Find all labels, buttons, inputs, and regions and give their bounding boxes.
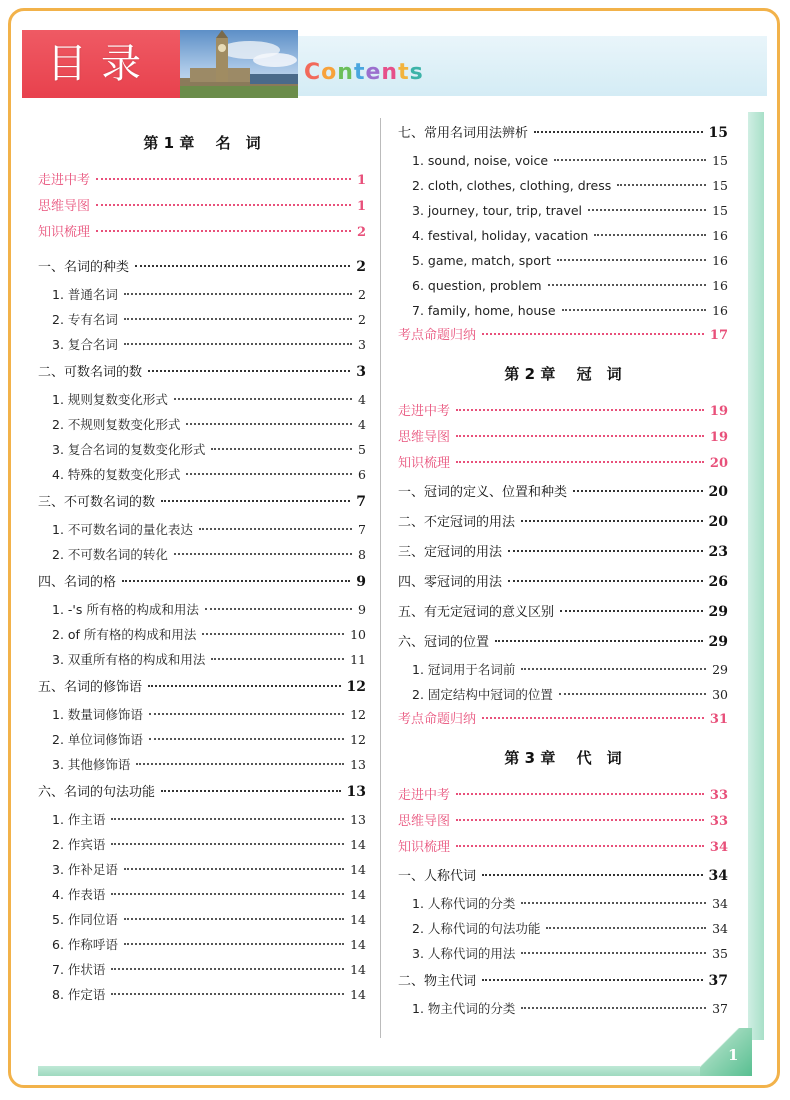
toc-label: 二、可数名词的数 bbox=[38, 365, 143, 380]
header-title-cn: 目录 bbox=[47, 41, 155, 87]
chapter-prefix: 第 bbox=[504, 749, 520, 767]
toc-label: 走进中考 bbox=[38, 173, 91, 188]
toc-page: 33 bbox=[709, 814, 728, 829]
toc-label: 7. 作状语 bbox=[52, 962, 106, 977]
page-number: 1 bbox=[728, 1046, 739, 1064]
toc-page: 14 bbox=[350, 987, 366, 1002]
toc-subentry[interactable] bbox=[38, 982, 366, 1007]
toc-label: 6. question, problem bbox=[412, 278, 542, 293]
leader-dots bbox=[559, 693, 706, 695]
toc-section[interactable] bbox=[398, 537, 728, 567]
toc-subentry[interactable] bbox=[38, 727, 366, 752]
toc-page: 29 bbox=[712, 662, 728, 677]
leader-dots bbox=[161, 790, 341, 792]
toc-right-column bbox=[398, 118, 728, 1021]
leader-dots bbox=[456, 793, 704, 795]
toc-page: 2 bbox=[356, 225, 366, 240]
toc-label: 走进中考 bbox=[398, 788, 451, 803]
toc-subentry[interactable] bbox=[398, 891, 728, 916]
leader-dots bbox=[124, 918, 344, 920]
toc-subentry[interactable] bbox=[38, 752, 366, 777]
leader-dots bbox=[508, 580, 703, 582]
page-corner-tab bbox=[700, 1028, 752, 1076]
toc-subentry[interactable] bbox=[38, 907, 366, 932]
toc-entry-intro[interactable] bbox=[398, 809, 728, 835]
leader-dots bbox=[456, 819, 704, 821]
leader-dots bbox=[521, 1007, 706, 1009]
toc-page: 16 bbox=[712, 253, 728, 268]
toc-section[interactable] bbox=[38, 567, 366, 597]
leader-dots bbox=[124, 318, 352, 320]
toc-page: 1 bbox=[356, 173, 366, 188]
leader-dots bbox=[122, 580, 350, 582]
toc-entry-intro[interactable] bbox=[38, 220, 366, 246]
leader-dots bbox=[148, 370, 350, 372]
toc-page: 29 bbox=[708, 604, 728, 620]
leader-dots bbox=[456, 435, 704, 437]
toc-section[interactable] bbox=[38, 487, 366, 517]
leader-dots bbox=[148, 685, 341, 687]
toc-label: 4. festival, holiday, vacation bbox=[412, 228, 589, 243]
leader-dots bbox=[111, 993, 344, 995]
toc-label: 2. 不规则复数变化形式 bbox=[52, 417, 181, 432]
big-ben-photo bbox=[180, 30, 298, 98]
toc-page: 16 bbox=[712, 228, 728, 243]
toc-page: 13 bbox=[350, 757, 366, 772]
toc-page: 16 bbox=[712, 303, 728, 318]
leader-dots bbox=[456, 461, 704, 463]
toc-label: 1. 作主语 bbox=[52, 812, 106, 827]
toc-label: 考点命题归纳 bbox=[398, 712, 477, 727]
toc-label: 1. 规则复数变化形式 bbox=[52, 392, 168, 407]
toc-label: 5. game, match, sport bbox=[412, 253, 551, 268]
toc-subentry[interactable] bbox=[38, 807, 366, 832]
toc-label: 1. 冠词用于名词前 bbox=[412, 662, 516, 677]
toc-label: 1. -'s 所有格的构成和用法 bbox=[52, 602, 199, 617]
chapter-heading bbox=[398, 733, 728, 783]
toc-page: 14 bbox=[350, 962, 366, 977]
toc-entry-intro[interactable] bbox=[398, 835, 728, 861]
toc-section[interactable] bbox=[398, 507, 728, 537]
toc-subentry[interactable] bbox=[38, 412, 366, 437]
toc-label: 思维导图 bbox=[398, 430, 451, 445]
toc-page: 9 bbox=[358, 602, 366, 617]
chapter-suffix: 章 bbox=[540, 365, 556, 383]
toc-entry-summary[interactable] bbox=[398, 323, 728, 349]
toc-page: 33 bbox=[709, 788, 728, 803]
toc-page: 14 bbox=[350, 887, 366, 902]
toc-page: 3 bbox=[356, 364, 366, 380]
toc-page: 37 bbox=[708, 973, 728, 989]
toc-page: 17 bbox=[709, 328, 728, 343]
chapter-title: 名 词 bbox=[215, 134, 261, 152]
toc-page: 2 bbox=[358, 312, 366, 327]
toc-page: 5 bbox=[358, 442, 366, 457]
toc-section[interactable] bbox=[398, 861, 728, 891]
toc-section[interactable] bbox=[38, 252, 366, 282]
toc-page: 2 bbox=[356, 259, 366, 275]
toc-page: 34 bbox=[709, 840, 728, 855]
leader-dots bbox=[96, 178, 351, 180]
toc-page: 12 bbox=[350, 707, 366, 722]
toc-page: 12 bbox=[350, 732, 366, 747]
leader-dots bbox=[174, 398, 352, 400]
toc-page: 30 bbox=[712, 687, 728, 702]
leader-dots bbox=[211, 658, 344, 660]
toc-subentry[interactable] bbox=[38, 932, 366, 957]
leader-dots bbox=[199, 528, 352, 530]
toc-entry-intro[interactable] bbox=[398, 399, 728, 425]
toc-page: 15 bbox=[712, 203, 728, 218]
toc-page: 14 bbox=[350, 862, 366, 877]
leader-dots bbox=[521, 952, 706, 954]
toc-label: 8. 作定语 bbox=[52, 987, 106, 1002]
toc-label: 六、名词的句法功能 bbox=[38, 785, 156, 800]
toc-page: 15 bbox=[712, 153, 728, 168]
toc-page: 4 bbox=[358, 392, 366, 407]
toc-page: 34 bbox=[712, 896, 728, 911]
toc-subentry[interactable] bbox=[38, 597, 366, 622]
chapter-number: 3 bbox=[524, 749, 536, 767]
leader-dots bbox=[186, 473, 352, 475]
toc-left-column bbox=[38, 118, 366, 1007]
toc-label: 1. 普通名词 bbox=[52, 287, 118, 302]
toc-page: 14 bbox=[350, 937, 366, 952]
leader-dots bbox=[588, 209, 706, 211]
contents-letter: C bbox=[304, 60, 322, 85]
toc-page: 15 bbox=[708, 125, 728, 141]
toc-label: 思维导图 bbox=[398, 814, 451, 829]
toc-page: 11 bbox=[350, 652, 366, 667]
chapter-number: 2 bbox=[524, 365, 536, 383]
chapter-heading bbox=[398, 349, 728, 399]
toc-label: 知识梳理 bbox=[398, 840, 451, 855]
toc-page: 1 bbox=[356, 199, 366, 214]
toc-page: 4 bbox=[358, 417, 366, 432]
leader-dots bbox=[594, 234, 706, 236]
right-decor-stripe bbox=[748, 112, 764, 1040]
leader-dots bbox=[161, 500, 350, 502]
toc-label: 2. 不可数名词的转化 bbox=[52, 547, 168, 562]
toc-page: 29 bbox=[708, 634, 728, 650]
toc-subentry[interactable] bbox=[398, 941, 728, 966]
leader-dots bbox=[508, 550, 703, 552]
toc-page: 15 bbox=[712, 178, 728, 193]
chapter-prefix: 第 bbox=[143, 134, 159, 152]
toc-section[interactable] bbox=[398, 966, 728, 996]
toc-page: 7 bbox=[356, 494, 366, 510]
leader-dots bbox=[111, 843, 344, 845]
leader-dots bbox=[136, 763, 344, 765]
toc-label: 四、零冠词的用法 bbox=[398, 575, 503, 590]
toc-label: 六、冠词的位置 bbox=[398, 635, 490, 650]
toc-section[interactable] bbox=[398, 118, 728, 148]
toc-subentry[interactable] bbox=[398, 996, 728, 1021]
toc-subentry[interactable] bbox=[398, 298, 728, 323]
toc-subentry[interactable] bbox=[38, 462, 366, 487]
contents-letter: o bbox=[321, 60, 338, 85]
column-divider bbox=[380, 118, 381, 1038]
toc-subentry[interactable] bbox=[398, 916, 728, 941]
toc-page: 20 bbox=[708, 514, 728, 530]
toc-label: 思维导图 bbox=[38, 199, 91, 214]
toc-label: 考点命题归纳 bbox=[398, 328, 477, 343]
toc-subentry[interactable] bbox=[38, 882, 366, 907]
toc-label: 5. 作同位语 bbox=[52, 912, 118, 927]
leader-dots bbox=[111, 818, 344, 820]
toc-label: 3. 人称代词的用法 bbox=[412, 946, 516, 961]
toc-label: 二、不定冠词的用法 bbox=[398, 515, 516, 530]
toc-label: 一、冠词的定义、位置和种类 bbox=[398, 485, 568, 500]
toc-subentry[interactable] bbox=[398, 223, 728, 248]
toc-subentry[interactable] bbox=[398, 148, 728, 173]
toc-section[interactable] bbox=[38, 357, 366, 387]
toc-label: 1. 不可数名词的量化表达 bbox=[52, 522, 193, 537]
contents-letter: n bbox=[381, 60, 399, 85]
leader-dots bbox=[456, 409, 704, 411]
toc-label: 五、有无定冠词的意义区别 bbox=[398, 605, 555, 620]
leader-dots bbox=[149, 738, 344, 740]
toc-label: 四、名词的格 bbox=[38, 575, 117, 590]
contents-wordmark bbox=[304, 60, 424, 85]
toc-page: 6 bbox=[358, 467, 366, 482]
leader-dots bbox=[174, 553, 352, 555]
toc-subentry[interactable] bbox=[38, 517, 366, 542]
toc-subentry[interactable] bbox=[398, 682, 728, 707]
toc-page: 14 bbox=[350, 837, 366, 852]
leader-dots bbox=[149, 713, 344, 715]
leader-dots bbox=[135, 265, 350, 267]
leader-dots bbox=[482, 333, 704, 335]
toc-label: 2. of 所有格的构成和用法 bbox=[52, 627, 197, 642]
toc-label: 知识梳理 bbox=[38, 225, 91, 240]
toc-entry-intro[interactable] bbox=[398, 425, 728, 451]
leader-dots bbox=[456, 845, 704, 847]
leader-dots bbox=[96, 204, 351, 206]
toc-page: 14 bbox=[350, 912, 366, 927]
leader-dots bbox=[482, 979, 703, 981]
leader-dots bbox=[482, 874, 703, 876]
toc-page: 7 bbox=[358, 522, 366, 537]
toc-label: 3. journey, tour, trip, travel bbox=[412, 203, 583, 218]
chapter-heading bbox=[38, 118, 366, 168]
chapter-suffix: 章 bbox=[540, 749, 556, 767]
leader-dots bbox=[96, 230, 351, 232]
leader-dots bbox=[124, 943, 344, 945]
toc-subentry[interactable] bbox=[38, 832, 366, 857]
leader-dots bbox=[111, 968, 344, 970]
leader-dots bbox=[562, 309, 707, 311]
leader-dots bbox=[186, 423, 352, 425]
chapter-number: 1 bbox=[163, 134, 175, 152]
toc-section[interactable] bbox=[398, 567, 728, 597]
toc-subentry[interactable] bbox=[38, 957, 366, 982]
toc-page: 3 bbox=[358, 337, 366, 352]
toc-label: 2. 固定结构中冠词的位置 bbox=[412, 687, 553, 702]
toc-label: 1. sound, noise, voice bbox=[412, 153, 549, 168]
leader-dots bbox=[573, 490, 703, 492]
leader-dots bbox=[495, 640, 703, 642]
contents-letter: t bbox=[353, 60, 366, 85]
toc-page: 10 bbox=[350, 627, 366, 642]
toc-label: 三、不可数名词的数 bbox=[38, 495, 156, 510]
leader-dots bbox=[617, 184, 706, 186]
toc-label: 七、常用名词用法辨析 bbox=[398, 126, 529, 141]
toc-subentry[interactable] bbox=[38, 647, 366, 672]
toc-subentry[interactable] bbox=[398, 273, 728, 298]
toc-subentry[interactable] bbox=[398, 173, 728, 198]
leader-dots bbox=[205, 608, 352, 610]
toc-section[interactable] bbox=[398, 627, 728, 657]
chapter-title: 冠 词 bbox=[576, 365, 622, 383]
chapter-prefix: 第 bbox=[504, 365, 520, 383]
chapter-suffix: 章 bbox=[179, 134, 195, 152]
toc-label: 1. 数量词修饰语 bbox=[52, 707, 143, 722]
leader-dots bbox=[521, 902, 706, 904]
contents-letter: e bbox=[365, 60, 382, 85]
toc-subentry[interactable] bbox=[38, 857, 366, 882]
leader-dots bbox=[482, 717, 704, 719]
leader-dots bbox=[521, 668, 706, 670]
toc-page: 19 bbox=[709, 430, 728, 445]
toc-page: 16 bbox=[712, 278, 728, 293]
toc-page: 2 bbox=[358, 287, 366, 302]
leader-dots bbox=[202, 633, 344, 635]
contents-letter: s bbox=[409, 60, 424, 85]
toc-label: 2. 人称代词的句法功能 bbox=[412, 921, 541, 936]
toc-subentry[interactable] bbox=[398, 657, 728, 682]
toc-page: 37 bbox=[712, 1001, 728, 1016]
leader-dots bbox=[124, 868, 344, 870]
toc-subentry[interactable] bbox=[38, 282, 366, 307]
leader-dots bbox=[554, 159, 706, 161]
toc-label: 3. 复合名词的复数变化形式 bbox=[52, 442, 206, 457]
toc-page: 34 bbox=[708, 868, 728, 884]
toc-label: 二、物主代词 bbox=[398, 974, 477, 989]
toc-subentry[interactable] bbox=[38, 702, 366, 727]
toc-page: 31 bbox=[709, 712, 728, 727]
toc-entry-intro[interactable] bbox=[398, 451, 728, 477]
toc-label: 6. 作称呼语 bbox=[52, 937, 118, 952]
toc-page: 12 bbox=[346, 679, 366, 695]
toc-subentry[interactable] bbox=[38, 542, 366, 567]
leader-dots bbox=[124, 293, 352, 295]
toc-page: 20 bbox=[708, 484, 728, 500]
toc-subentry[interactable] bbox=[38, 437, 366, 462]
toc-label: 2. 专有名词 bbox=[52, 312, 118, 327]
toc-label: 7. family, home, house bbox=[412, 303, 556, 318]
toc-label: 一、名词的种类 bbox=[38, 260, 130, 275]
toc-label: 3. 双重所有格的构成和用法 bbox=[52, 652, 206, 667]
toc-entry-intro[interactable] bbox=[38, 168, 366, 194]
toc-entry-intro[interactable] bbox=[398, 783, 728, 809]
toc-section[interactable] bbox=[398, 597, 728, 627]
toc-subentry[interactable] bbox=[398, 198, 728, 223]
toc-page: 34 bbox=[712, 921, 728, 936]
toc-subentry[interactable] bbox=[38, 307, 366, 332]
toc-section[interactable] bbox=[398, 477, 728, 507]
leader-dots bbox=[211, 448, 352, 450]
leader-dots bbox=[557, 259, 706, 261]
leader-dots bbox=[521, 520, 703, 522]
toc-label: 2. 作宾语 bbox=[52, 837, 106, 852]
toc-section[interactable] bbox=[38, 777, 366, 807]
leader-dots bbox=[560, 610, 703, 612]
toc-subentry[interactable] bbox=[398, 248, 728, 273]
toc-page: 35 bbox=[712, 946, 728, 961]
toc-entry-summary[interactable] bbox=[398, 707, 728, 733]
toc-label: 三、定冠词的用法 bbox=[398, 545, 503, 560]
leader-dots bbox=[546, 927, 706, 929]
toc-label: 五、名词的修饰语 bbox=[38, 680, 143, 695]
toc-page: 13 bbox=[350, 812, 366, 827]
toc-label: 3. 其他修饰语 bbox=[52, 757, 131, 772]
bottom-decor-stripe bbox=[38, 1066, 752, 1076]
toc-section[interactable] bbox=[38, 672, 366, 702]
leader-dots bbox=[548, 284, 707, 286]
toc-entry-intro[interactable] bbox=[38, 194, 366, 220]
toc-label: 3. 复合名词 bbox=[52, 337, 118, 352]
toc-label: 2. 单位词修饰语 bbox=[52, 732, 143, 747]
toc-page: 13 bbox=[346, 784, 366, 800]
toc-subentry[interactable] bbox=[38, 622, 366, 647]
toc-label: 走进中考 bbox=[398, 404, 451, 419]
toc-page: 9 bbox=[356, 574, 366, 590]
toc-page: 8 bbox=[358, 547, 366, 562]
toc-label: 1. 物主代词的分类 bbox=[412, 1001, 516, 1016]
toc-label: 3. 作补足语 bbox=[52, 862, 118, 877]
toc-label: 一、人称代词 bbox=[398, 869, 477, 884]
toc-page: 19 bbox=[709, 404, 728, 419]
contents-letter: n bbox=[337, 60, 354, 85]
toc-label: 1. 人称代词的分类 bbox=[412, 896, 516, 911]
toc-label: 4. 特殊的复数变化形式 bbox=[52, 467, 181, 482]
toc-label: 4. 作表语 bbox=[52, 887, 106, 902]
leader-dots bbox=[124, 343, 352, 345]
leader-dots bbox=[534, 131, 703, 133]
chapter-title: 代 词 bbox=[576, 749, 622, 767]
toc-page: 20 bbox=[709, 456, 728, 471]
toc-subentry[interactable] bbox=[38, 332, 366, 357]
toc-label: 知识梳理 bbox=[398, 456, 451, 471]
toc-subentry[interactable] bbox=[38, 387, 366, 412]
toc-page: 23 bbox=[708, 544, 728, 560]
contents-letter: t bbox=[398, 60, 410, 85]
toc-page: 26 bbox=[708, 574, 728, 590]
header-banner bbox=[22, 30, 767, 98]
toc-label: 2. cloth, clothes, clothing, dress bbox=[412, 178, 612, 193]
leader-dots bbox=[111, 893, 344, 895]
